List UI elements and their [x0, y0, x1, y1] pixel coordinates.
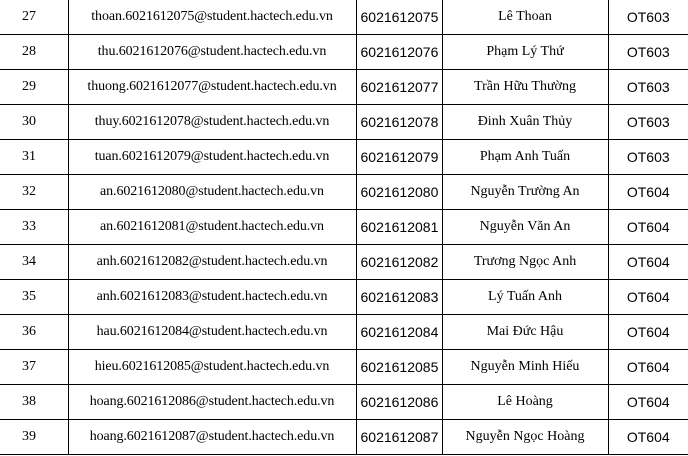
student-code-cell: 6021612075 — [356, 0, 442, 35]
student-name-cell: Nguyễn Minh Hiếu — [442, 350, 608, 385]
table-row — [0, 140, 688, 175]
row-index-cell: 35 — [0, 280, 68, 315]
table-row — [0, 105, 688, 140]
class-code-cell: OT603 — [608, 140, 688, 175]
student-name-cell: Lê Thoan — [442, 0, 608, 35]
row-index-cell: 28 — [0, 35, 68, 70]
student-code-cell: 6021612076 — [356, 35, 442, 70]
table-row — [0, 210, 688, 245]
email-cell: anh.6021612082@student.hactech.edu.vn — [68, 245, 356, 280]
student-code-cell: 6021612083 — [356, 280, 442, 315]
table-row — [0, 280, 688, 315]
class-code-cell: OT603 — [608, 70, 688, 105]
email-cell: hieu.6021612085@student.hactech.edu.vn — [68, 350, 356, 385]
student-name-cell: Nguyễn Ngọc Hoàng — [442, 420, 608, 455]
table-row — [0, 385, 688, 420]
class-code-cell: OT604 — [608, 420, 688, 455]
row-index-cell: 39 — [0, 420, 68, 455]
email-cell: thuy.6021612078@student.hactech.edu.vn — [68, 105, 356, 140]
class-code-cell: OT604 — [608, 175, 688, 210]
row-index-cell: 37 — [0, 350, 68, 385]
email-cell: anh.6021612083@student.hactech.edu.vn — [68, 280, 356, 315]
student-name-cell: Mai Đức Hậu — [442, 315, 608, 350]
table-row — [0, 70, 688, 105]
student-code-cell: 6021612078 — [356, 105, 442, 140]
class-code-cell: OT604 — [608, 245, 688, 280]
row-index-cell: 27 — [0, 0, 68, 35]
email-cell: an.6021612081@student.hactech.edu.vn — [68, 210, 356, 245]
row-index-cell: 34 — [0, 245, 68, 280]
student-code-cell: 6021612081 — [356, 210, 442, 245]
row-index-cell: 31 — [0, 140, 68, 175]
email-cell: thu.6021612076@student.hactech.edu.vn — [68, 35, 356, 70]
class-code-cell: OT603 — [608, 35, 688, 70]
student-name-cell: Phạm Anh Tuấn — [442, 140, 608, 175]
student-code-cell: 6021612085 — [356, 350, 442, 385]
student-code-cell: 6021612086 — [356, 385, 442, 420]
student-code-cell: 6021612084 — [356, 315, 442, 350]
student-name-cell: Lê Hoàng — [442, 385, 608, 420]
table-row — [0, 0, 688, 35]
student-name-cell: Đinh Xuân Thủy — [442, 105, 608, 140]
student-code-cell: 6021612080 — [356, 175, 442, 210]
email-cell: tuan.6021612079@student.hactech.edu.vn — [68, 140, 356, 175]
student-name-cell: Nguyễn Trường An — [442, 175, 608, 210]
email-cell: an.6021612080@student.hactech.edu.vn — [68, 175, 356, 210]
class-code-cell: OT604 — [608, 315, 688, 350]
class-code-cell: OT604 — [608, 385, 688, 420]
class-code-cell: OT604 — [608, 280, 688, 315]
student-name-cell: Nguyễn Văn An — [442, 210, 608, 245]
row-index-cell: 33 — [0, 210, 68, 245]
table-row — [0, 350, 688, 385]
row-index-cell: 38 — [0, 385, 68, 420]
student-name-cell: Trần Hữu Thường — [442, 70, 608, 105]
student-name-cell: Trương Ngọc Anh — [442, 245, 608, 280]
email-cell: hau.6021612084@student.hactech.edu.vn — [68, 315, 356, 350]
class-code-cell: OT603 — [608, 0, 688, 35]
table-row — [0, 245, 688, 280]
student-name-cell: Phạm Lý Thứ — [442, 35, 608, 70]
row-index-cell: 29 — [0, 70, 68, 105]
email-cell: hoang.6021612087@student.hactech.edu.vn — [68, 420, 356, 455]
row-index-cell: 32 — [0, 175, 68, 210]
class-code-cell: OT603 — [608, 105, 688, 140]
table-row — [0, 420, 688, 455]
table-row — [0, 35, 688, 70]
student-name-cell: Lý Tuấn Anh — [442, 280, 608, 315]
table-row — [0, 315, 688, 350]
student-code-cell: 6021612082 — [356, 245, 442, 280]
class-code-cell: OT604 — [608, 210, 688, 245]
email-cell: thuong.6021612077@student.hactech.edu.vn — [68, 70, 356, 105]
row-index-cell: 30 — [0, 105, 68, 140]
email-cell: thoan.6021612075@student.hactech.edu.vn — [68, 0, 356, 35]
class-code-cell: OT604 — [608, 350, 688, 385]
table-row — [0, 175, 688, 210]
row-index-cell: 36 — [0, 315, 68, 350]
student-code-cell: 6021612079 — [356, 140, 442, 175]
student-code-cell: 6021612077 — [356, 70, 442, 105]
student-code-cell: 6021612087 — [356, 420, 442, 455]
email-cell: hoang.6021612086@student.hactech.edu.vn — [68, 385, 356, 420]
